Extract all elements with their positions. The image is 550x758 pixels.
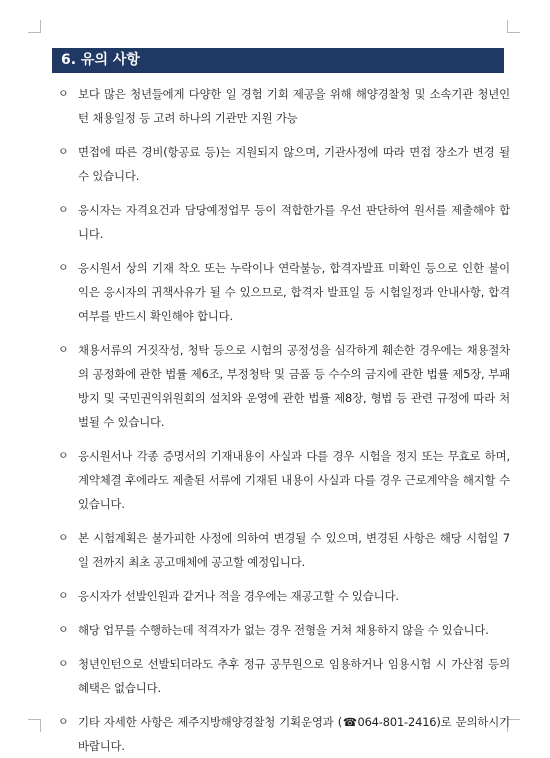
note-text: 응시원서나 각종 증명서의 기재내용이 사실과 다를 경우 시험을 정지 또는 무효로 하며, 계약체결 후에라도 제출된 서류에 기재된 내용이 사실과 다를 경우 근로계약을 해지할 수 있습니다. (78, 449, 510, 511)
list-item (54, 82, 510, 130)
list-item (54, 652, 510, 700)
bullet-icon: ㅇ (58, 531, 69, 544)
note-text: 본 시험계획은 불가피한 사정에 의하여 변경될 수 있으며, 변경된 사항은 해당 시험일 7일 전까지 최초 공고매체에 공고할 예정입니다. (78, 531, 510, 569)
bullet-icon: ㅇ (58, 87, 69, 100)
bullet-icon: ㅇ (58, 261, 69, 274)
bullet-icon: ㅇ (58, 203, 69, 216)
note-text: 면접에 따른 경비(항공료 등)는 지원되지 않으며, 기관사정에 따라 면접 장소가 변경 될 수 있습니다. (78, 145, 510, 183)
list-item (54, 618, 510, 642)
note-text: 응시자가 선발인원과 같거나 적을 경우에는 재공고할 수 있습니다. (78, 589, 399, 603)
note-text: 보다 많은 청년들에게 다양한 일 경험 기회 제공을 위해 해양경찰청 및 소속기관 청년인턴 채용일정 등 고려 하나의 기관만 지원 가능 (78, 87, 510, 125)
bullet-icon: ㅇ (58, 623, 69, 636)
bullet-icon: ㅇ (58, 343, 69, 356)
note-text: 채용서류의 거짓작성, 청탁 등으로 시험의 공정성을 심각하게 훼손한 경우에는 채용절차의 공정화에 관한 법률 제6조, 부정청탁 및 금품 등 수수의 금지에 관한 법률 제5장, 부패방지 및 국민권익위원회의 설치와 운영에 관한 법률 제8장, 형법 등 관련 규정에 따라 처벌될 수 있습니다. (78, 343, 510, 429)
list-item (54, 198, 510, 246)
note-text: 응시원서 상의 기재 착오 또는 누락이나 연락불능, 합격자발표 미확인 등으로 인한 불이익은 응시자의 귀책사유가 될 수 있으므로, 합격자 발표일 등 시험일정과 안내사항, 합격여부를 반드시 확인해야 합니다. (78, 261, 510, 323)
note-text: 응시자는 자격요건과 담당예정업무 등이 적합한가를 우선 판단하여 원서를 제출해야 합니다. (78, 203, 510, 241)
bullet-icon: ㅇ (58, 449, 69, 462)
note-text: 청년인턴으로 선발되더라도 추후 정규 공무원으로 임용하거나 임용시험 시 가산점 등의 혜택은 없습니다. (78, 657, 510, 695)
page-corner-mark (28, 20, 41, 33)
list-item (54, 338, 510, 434)
list-item (54, 526, 510, 574)
note-text: 기타 자세한 사항은 제주지방해양경찰청 기획운영과 (☎064-801-2416)로 문의하시기 바랍니다. (78, 715, 510, 753)
list-item (54, 444, 510, 516)
page-corner-mark (28, 719, 41, 732)
list-item (54, 584, 510, 608)
bullet-icon: ㅇ (58, 715, 69, 728)
list-item (54, 140, 510, 188)
page-corner-mark (507, 20, 520, 33)
note-text: 해당 업무를 수행하는데 적격자가 없는 경우 전형을 거쳐 채용하지 않을 수 있습니다. (78, 623, 489, 637)
list-item (54, 710, 510, 758)
bullet-icon: ㅇ (58, 589, 69, 602)
notes-list (54, 82, 510, 758)
list-item (54, 256, 510, 328)
section-title: 6. 유의 사항 (52, 48, 504, 73)
bullet-icon: ㅇ (58, 657, 69, 670)
bullet-icon: ㅇ (58, 145, 69, 158)
